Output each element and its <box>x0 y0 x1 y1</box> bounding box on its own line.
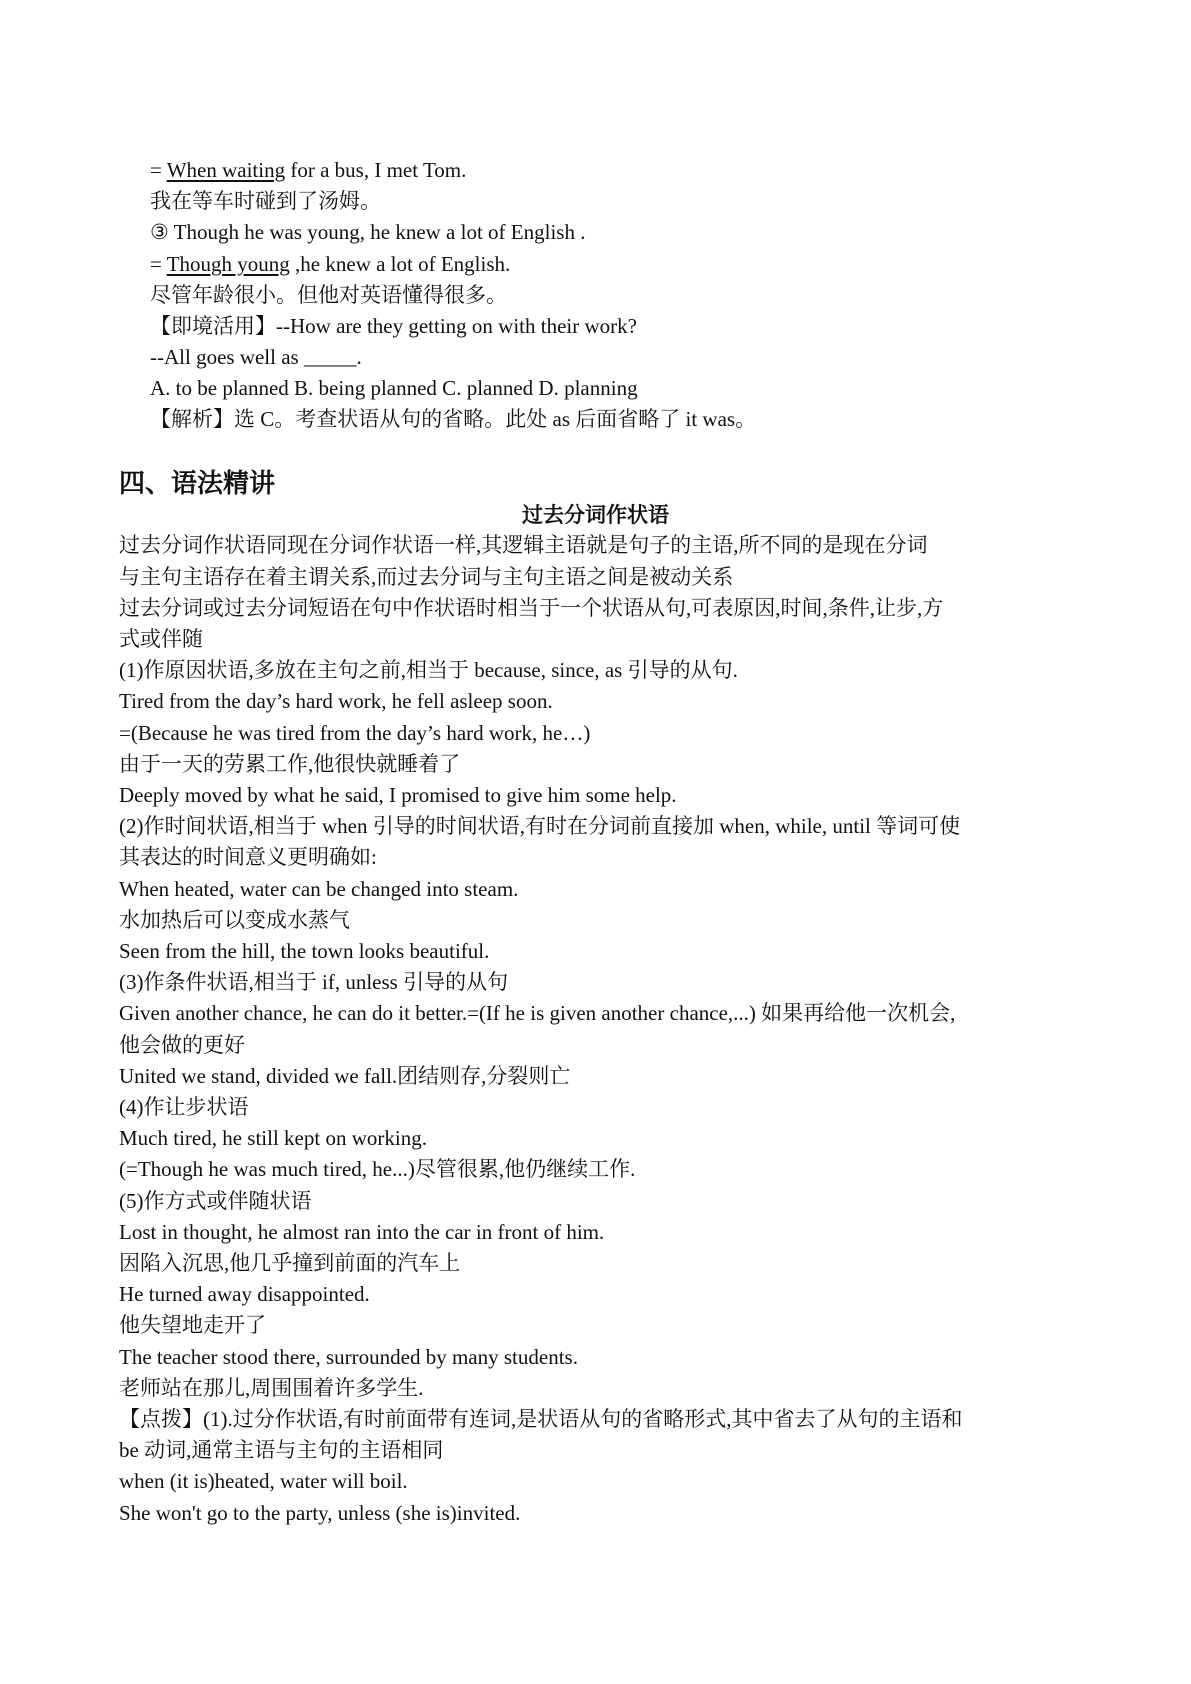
body-line: When heated, water can be changed into steam. <box>119 877 519 901</box>
body-line: 式或伴随 <box>119 627 203 651</box>
exercise-options: A. to be planned B. being planned C. planned D. planning <box>150 376 638 400</box>
body-line: =(Because he was tired from the day’s hard work, he…) <box>119 721 591 745</box>
translation-line: 我在等车时碰到了汤姆。 <box>150 189 381 213</box>
body-line: when (it is)heated, water will boil. <box>119 1469 408 1493</box>
text-prefix: = <box>150 158 167 182</box>
body-line: be 动词,通常主语与主句的主语相同 <box>119 1438 444 1462</box>
body-line: 他会做的更好 <box>119 1033 245 1057</box>
exercise-question: 【即境活用】--How are they getting on with their work? <box>150 314 637 338</box>
example-line: ③ Though he was young, he knew a lot of English . <box>150 220 586 244</box>
body-line: 过去分词作状语同现在分词作状语一样,其逻辑主语就是句子的主语,所不同的是现在分词 <box>119 533 928 557</box>
body-line: 与主句主语存在着主谓关系,而过去分词与主句主语之间是被动关系 <box>119 565 734 589</box>
example-line <box>150 155 466 185</box>
text-rest: ,he knew a lot of English. <box>289 252 511 276</box>
body-line: (5)作方式或伴随状语 <box>119 1189 312 1213</box>
body-line: 老师站在那儿,周围围着许多学生. <box>119 1376 424 1400</box>
body-line: 【点拨】(1).过分作状语,有时前面带有连词,是状语从句的省略形式,其中省去了从句的主语和 <box>119 1407 963 1431</box>
section-title: 四、语法精讲 <box>119 469 276 499</box>
body-line: (3)作条件状语,相当于 if, unless 引导的从句 <box>119 970 509 994</box>
example-line <box>150 249 510 279</box>
text-rest: for a bus, I met Tom. <box>285 158 467 182</box>
body-line: (2)作时间状语,相当于 when 引导的时间状语,有时在分词前直接加 when, while, until 等词可使 <box>119 814 961 838</box>
translation-line: 尽管年龄很小。但他对英语懂得很多。 <box>150 283 507 307</box>
body-line: (4)作让步状语 <box>119 1095 249 1119</box>
body-line: Seen from the hill, the town looks beautiful. <box>119 939 490 963</box>
section-subtitle: 过去分词作状语 <box>522 503 669 527</box>
body-line: 过去分词或过去分词短语在句中作状语时相当于一个状语从句,可表原因,时间,条件,让步,方 <box>119 596 944 620</box>
body-line: 其表达的时间意义更明确如: <box>119 845 377 869</box>
body-line: United we stand, divided we fall.团结则存,分裂则亡 <box>119 1064 571 1088</box>
body-line: Deeply moved by what he said, I promised to give him some help. <box>119 783 677 807</box>
body-line: She won't go to the party, unless (she is)invited. <box>119 1501 521 1525</box>
body-line: (1)作原因状语,多放在主句之前,相当于 because, since, as 引导的从句. <box>119 658 738 682</box>
text-prefix: = <box>150 252 167 276</box>
body-line: 由于一天的劳累工作,他很快就睡着了 <box>119 752 461 776</box>
body-line: He turned away disappointed. <box>119 1282 370 1306</box>
body-line: Lost in thought, he almost ran into the car in front of him. <box>119 1220 605 1244</box>
underlined-phrase: Though young <box>166 252 290 276</box>
body-line: 因陷入沉思,他几乎撞到前面的汽车上 <box>119 1251 461 1275</box>
body-line: 他失望地走开了 <box>119 1313 266 1337</box>
body-line: (=Though he was much tired, he...)尽管很累,他仍继续工作. <box>119 1157 636 1181</box>
exercise-analysis: 【解析】选 C。考查状语从句的省略。此处 as 后面省略了 it was。 <box>150 407 757 431</box>
body-line: Given another chance, he can do it better.=(If he is given another chance,...) 如果再给他一次机会, <box>119 1001 956 1025</box>
body-line: The teacher stood there, surrounded by many students. <box>119 1345 578 1369</box>
body-line: Much tired, he still kept on working. <box>119 1126 427 1150</box>
underlined-phrase: When waiting <box>166 158 286 182</box>
exercise-question: --All goes well as _____. <box>150 345 362 369</box>
body-line: 水加热后可以变成水蒸气 <box>119 908 350 932</box>
body-line: Tired from the day’s hard work, he fell asleep soon. <box>119 689 553 713</box>
